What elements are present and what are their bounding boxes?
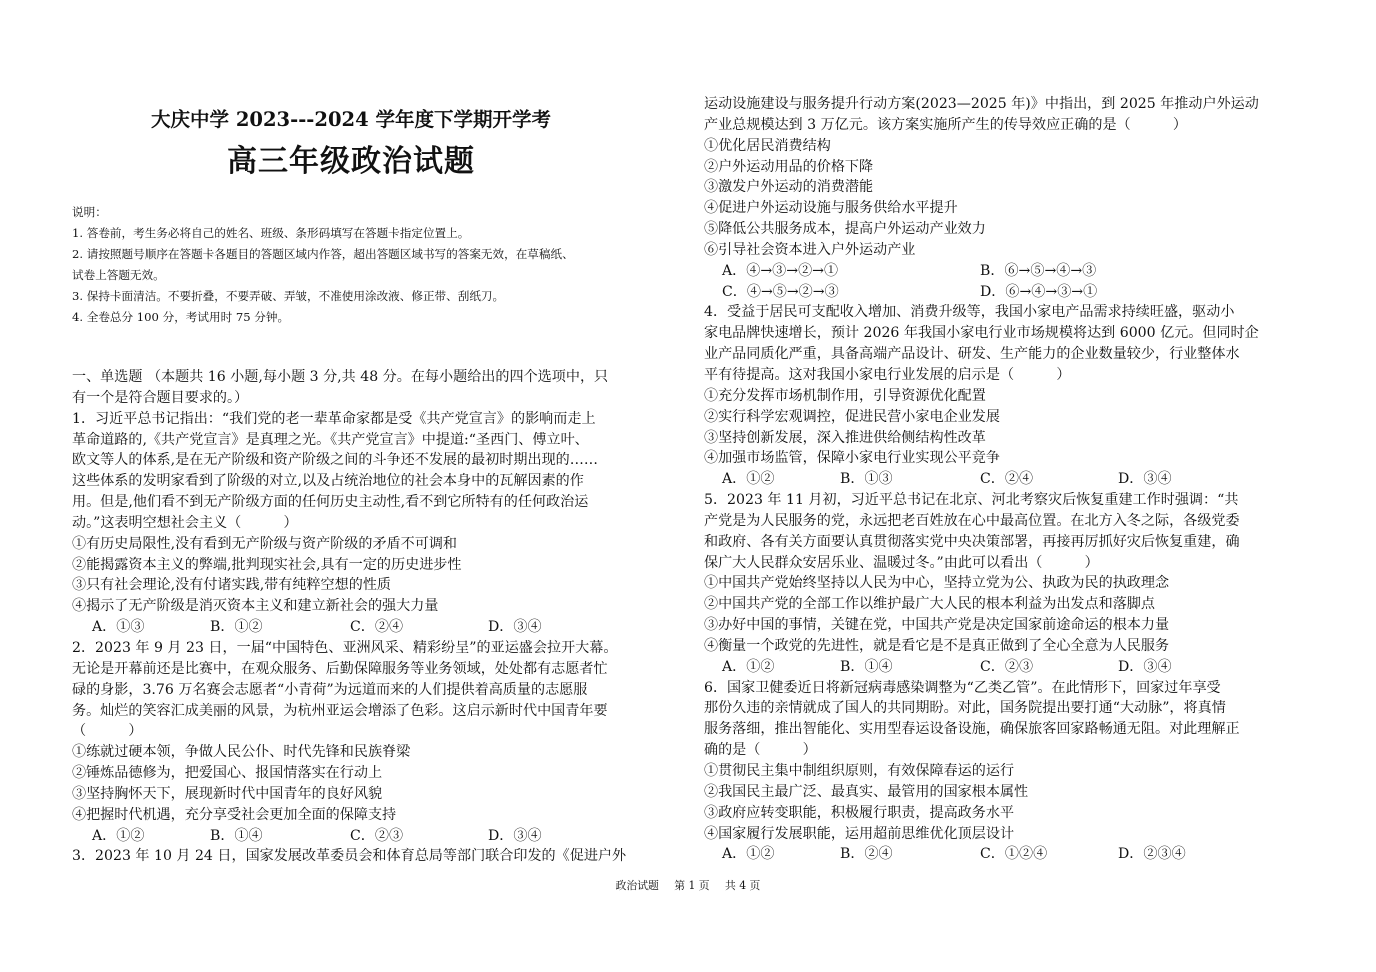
question-5-statement: ④衡量一个政党的先进性，就是看它是不是真正做到了全心全意为人民服务 — [704, 637, 1170, 654]
question-3-statement: ②户外运动用品的价格下降 — [704, 158, 874, 175]
option-a[interactable]: A．①② — [722, 658, 775, 675]
question-5-text: 产党是为人民服务的党，永远把老百姓放在心中最高位置。在北方入冬之际，各级党委 — [704, 512, 1240, 529]
question-6-text: 服务落细，推出智能化、实用型春运设备设施，确保旅客回家路畅通无阻。对此理解正 — [704, 721, 1240, 738]
question-1-text: 1．习近平总书记指出：“我们党的老一辈革命家都是受《共产党宣言》的影响而走上 — [72, 410, 596, 427]
question-4-text: 家电品牌快速增长，预计 2026 年我国小家电行业市场规模将达到 6000 亿元。但同时企 — [704, 325, 1259, 342]
question-4-text: 4．受益于居民可支配收入增加、消费升级等，我国小家电产品需求持续旺盛，驱动小 — [704, 304, 1235, 321]
question-4-options — [704, 469, 1308, 490]
instruction-item: 3. 保持卡面清洁。不要折叠，不要弄破、弄皱，不准使用涂改液、修正带、刮纸刀。 — [72, 289, 505, 303]
option-b[interactable]: B．①③ — [840, 471, 893, 488]
option-d[interactable]: D．③④ — [1118, 658, 1172, 675]
question-4-text: 业产品同质化严重，具备高端产品设计、研发、生产能力的企业数量较少，行业整体水 — [704, 346, 1240, 363]
question-6-statement: ①贯彻民主集中制组织原则，有效保障春运的运行 — [704, 763, 1015, 779]
question-1-text: 用。但是,他们看不到无产阶级方面的任何历史主动性,看不到它所特有的任何政治运 — [72, 494, 589, 511]
question-5-statement: ③办好中国的事情，关键在党，中国共产党是决定国家前途命运的根本力量 — [704, 617, 1170, 634]
exam-title: 高三年级政治试题 — [227, 144, 475, 179]
instruction-item: 试卷上答题无效。 — [72, 268, 165, 282]
question-5-statement: ①中国共产党始终坚持以人民为中心，坚持立党为公、执政为民的执政理念 — [704, 575, 1170, 592]
left-column — [72, 367, 678, 867]
question-6-statement: ②我国民主最广泛、最真实、最管用的国家根本属性 — [704, 783, 1029, 800]
question-2-text: （ ） — [72, 723, 143, 740]
question-1-statement: ④揭示了无产阶级是消灭资本主义和建立新社会的强大力量 — [72, 598, 439, 615]
question-3-options — [704, 261, 1308, 282]
question-5-text: 5．2023 年 11 月初，习近平总书记在北京、河北考察灾后恢复重建工作时强调：“共 — [704, 492, 1239, 509]
school-title: 大庆中学 2023---2024 学年度下学期开学考 — [151, 108, 551, 131]
instructions — [72, 202, 678, 328]
question-2-statement: ④把握时代机遇，充分享受社会更加全面的保障支持 — [72, 806, 397, 823]
question-3-statement: ⑤降低公共服务成本，提高户外运动产业效力 — [704, 221, 986, 238]
question-2-text: 碌的身影，3.76 万名赛会志愿者“小青荷”为远道而来的人们提供着高质量的志愿服 — [72, 681, 588, 698]
option-a[interactable]: A．①③ — [92, 619, 145, 636]
instruction-item: 2. 请按照题号顺序在答题卡各题目的答题区域内作答，超出答题区域书写的答案无效，在草稿纸、 — [72, 247, 574, 261]
question-2-text: 2．2023 年 9 月 23 日，一届“中国特色、亚洲风采、精彩纷呈”的亚运盛会拉开大幕。 — [72, 639, 618, 656]
question-1-statement: ③只有社会理论,没有付诸实践,带有纯粹空想的性质 — [72, 577, 392, 594]
question-2-text: 无论是开幕前还是比赛中，在观众服务、后勤保障服务等业务领域，处处都有志愿者忙 — [72, 660, 608, 677]
question-3-options — [704, 282, 1308, 303]
instructions-label: 说明： — [72, 205, 107, 219]
option-b[interactable]: B．①④ — [840, 658, 893, 675]
question-1-text: 欧文等人的体系,是在无产阶级和资产阶级之间的斗争还不发展的最初时期出现的…… — [72, 452, 598, 469]
question-1-text: 这些体系的发明家看到了阶级的对立,以及占统治地位的社会本身中的瓦解因素的作 — [72, 473, 584, 490]
option-c[interactable]: C．②④ — [980, 471, 1034, 488]
question-1-text: 革命道路的,《共产党宣言》是真理之光。《共产党宣言》中提道:“圣西门、傅立叶、 — [72, 431, 589, 448]
option-d[interactable]: D．③④ — [488, 827, 542, 844]
option-a[interactable]: A．①② — [722, 471, 775, 488]
option-d[interactable]: D．③④ — [1118, 471, 1172, 488]
right-column — [704, 94, 1308, 865]
option-c[interactable]: C．②③ — [980, 658, 1034, 675]
question-4-statement: ④加强市场监管，保障小家电行业实现公平竞争 — [704, 450, 1000, 467]
question-5-options — [704, 657, 1308, 678]
question-5-statement: ②中国共产党的全部工作以维护最广大人民的根本利益为出发点和落脚点 — [704, 596, 1155, 613]
option-d[interactable]: D．②③④ — [1118, 846, 1186, 863]
option-a[interactable]: A．①② — [92, 827, 145, 844]
question-4-statement: ②实行科学宏观调控，促进民营小家电企业发展 — [704, 408, 1000, 425]
question-1-statement: ②能揭露资本主义的弊端,批判现实社会,具有一定的历史进步性 — [72, 556, 462, 573]
question-3-statement: ④促进户外运动设施与服务供给水平提升 — [704, 200, 958, 217]
question-6-statement: ③政府应转变职能，积极履行职责，提高政务水平 — [704, 804, 1015, 821]
option-c[interactable]: C．②④ — [350, 619, 404, 636]
question-6-options — [704, 844, 1308, 865]
question-5-text: 保广大人民群众安居乐业、温暖过冬。”由此可以看出（ ） — [704, 554, 1099, 571]
question-4-statement: ①充分发挥市场机制作用，引导资源优化配置 — [704, 387, 986, 404]
question-6-statement: ④国家履行发展职能，运用超前思维优化顶层设计 — [704, 825, 1015, 842]
question-4-text: 平有待提高。这对我国小家电行业发展的启示是（ ） — [704, 366, 1071, 383]
question-3-statement: ①优化居民消费结构 — [704, 137, 831, 154]
option-d[interactable]: D．③④ — [488, 619, 542, 636]
option-c[interactable]: C．②③ — [350, 827, 404, 844]
option-d[interactable]: D．⑥→④→③→① — [980, 283, 1098, 300]
question-3-text: 产业总规模达到 3 万亿元。该方案实施所产生的传导效应正确的是（ ） — [704, 116, 1188, 133]
instruction-item: 4. 全卷总分 100 分，考试用时 75 分钟。 — [72, 310, 290, 324]
option-c[interactable]: C．④→⑤→②→③ — [722, 283, 839, 300]
section-heading-cont: 有一个是符合题目要求的。） — [72, 389, 249, 406]
question-4-statement: ③坚持创新发展，深入推进供给侧结构性改革 — [704, 429, 986, 446]
question-2-text: 务。灿烂的笑容汇成美丽的风景，为杭州亚运会增添了色彩。这启示新时代中国青年要 — [72, 702, 608, 719]
question-1-text: 动。”这表明空想社会主义（ ） — [72, 514, 298, 531]
question-3-text: 3．2023 年 10 月 24 日，国家发展改革委员会和体育总局等部门联合印发的《促进户外 — [72, 848, 627, 865]
question-6-text: 6．国家卫健委近日将新冠病毒感染调整为“乙类乙管”。在此情形下，回家过年享受 — [704, 679, 1221, 696]
question-2-statement: ②锤炼品德修为，把爱国心、报国情落实在行动上 — [72, 765, 383, 782]
question-3-text: 运动设施建设与服务提升行动方案(2023—2025 年)》中指出，到 2025 年推动户外运动 — [704, 96, 1259, 112]
question-6-text: 那份久违的亲情就成了国人的共同期盼。对此，国务院提出要打通“大动脉”，将真情 — [704, 700, 1226, 717]
footer-subject: 政治试题 — [615, 879, 659, 892]
question-2-statement: ①练就过硬本领，争做人民公仆、时代先锋和民族脊梁 — [72, 744, 411, 761]
option-c[interactable]: C．①②④ — [980, 846, 1048, 863]
section-heading: 一、单选题 （本题共 16 小题,每小题 3 分,共 48 分。在每小题给出的四个选项中，只 — [72, 369, 609, 385]
question-1-options — [72, 617, 678, 638]
option-b[interactable]: B．②④ — [840, 846, 893, 863]
question-3-statement: ⑥引导社会资本进入户外运动产业 — [704, 241, 916, 258]
footer-total-pages: 共 4 页 — [725, 879, 761, 892]
question-2-statement: ③坚持胸怀天下，展现新时代中国青年的良好风貌 — [72, 785, 383, 802]
option-b[interactable]: B．①② — [210, 619, 263, 636]
option-b[interactable]: B．①④ — [210, 827, 263, 844]
question-6-text: 确的是（ ） — [704, 742, 817, 759]
footer-page-number: 第 1 页 — [674, 879, 710, 892]
question-2-options — [72, 826, 678, 847]
option-a[interactable]: A．①② — [722, 846, 775, 863]
page-footer — [0, 878, 1376, 893]
instruction-item: 1. 答卷前，考生务必将自己的姓名、班级、条形码填写在答题卡指定位置上。 — [72, 226, 470, 240]
question-5-text: 和政府、各有关方面要认真贯彻落实党中央决策部署，再接再厉抓好灾后恢复重建，确 — [704, 533, 1240, 550]
option-a[interactable]: A．④→③→②→① — [722, 262, 839, 279]
option-b[interactable]: B．⑥→⑤→④→③ — [980, 262, 1097, 279]
question-1-statement: ①有历史局限性,没有看到无产阶级与资产阶级的矛盾不可调和 — [72, 535, 458, 552]
question-3-statement: ③激发户外运动的消费潜能 — [704, 179, 874, 196]
